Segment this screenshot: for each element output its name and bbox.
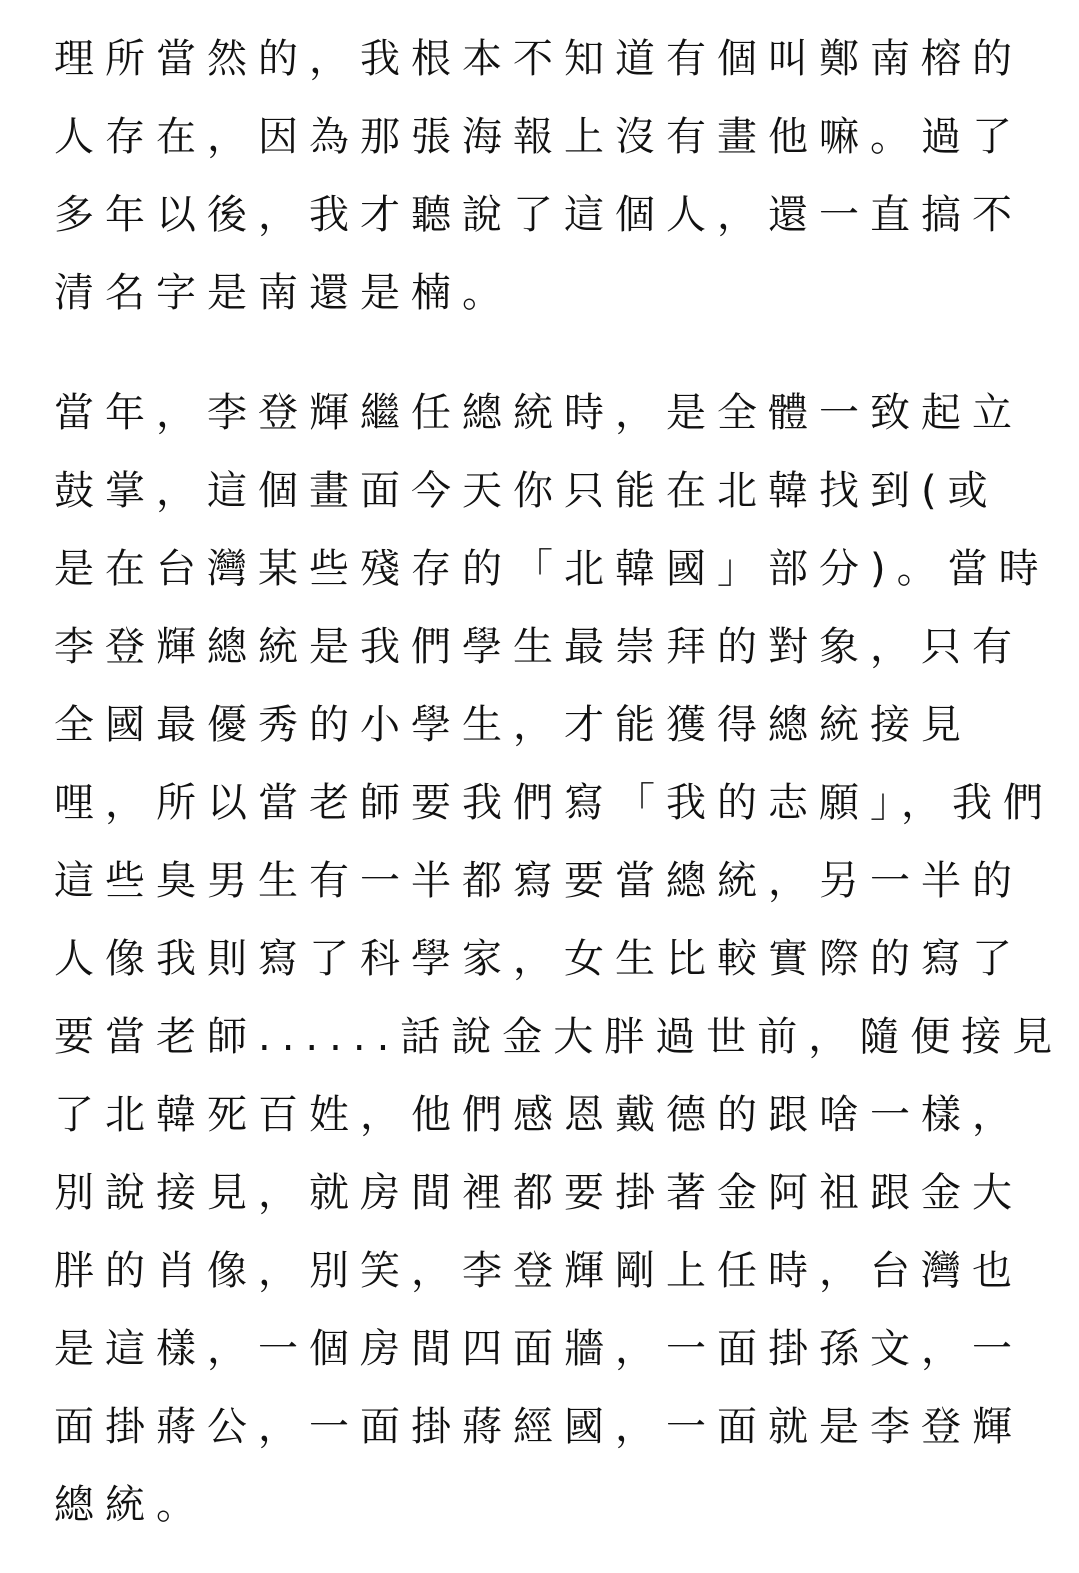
paragraph-2 bbox=[54, 374, 1064, 1544]
text-line: 別說接見，就房間裡都要掛著金阿祖跟金大 bbox=[54, 1170, 1023, 1216]
text-line: 了北韓死百姓，他們感恩戴德的跟啥一樣， bbox=[54, 1092, 1023, 1138]
text-line: 胖的肖像，別笑，李登輝剛上任時，台灣也 bbox=[54, 1248, 1023, 1294]
text-line: 全國最優秀的小學生，才能獲得總統接見 bbox=[54, 702, 972, 748]
article-body bbox=[54, 20, 1064, 1544]
text-line: 哩，所以當老師要我們寫「我的志願」，我們 bbox=[54, 780, 1054, 826]
text-line: 人像我則寫了科學家，女生比較實際的寫了 bbox=[54, 936, 1023, 982]
paragraph-1 bbox=[54, 20, 1054, 332]
text-line: 要當老師......話說金大胖過世前，隨便接見 bbox=[54, 1014, 1064, 1060]
text-line: 面掛蔣公，一面掛蔣經國，一面就是李登輝 bbox=[54, 1404, 1023, 1450]
text-line: 多年以後，我才聽說了這個人，還一直搞不 bbox=[54, 192, 1023, 238]
text-line: 是這樣，一個房間四面牆，一面掛孫文，一 bbox=[54, 1326, 1023, 1372]
text-line: 李登輝總統是我們學生最崇拜的對象，只有 bbox=[54, 624, 1023, 670]
text-line: 當年，李登輝繼任總統時，是全體一致起立 bbox=[54, 390, 1023, 436]
text-line: 鼓掌，這個畫面今天你只能在北韓找到(或 bbox=[54, 468, 999, 514]
text-line: 總統。 bbox=[54, 1482, 207, 1528]
text-line: 是在台灣某些殘存的「北韓國」部分)。當時 bbox=[54, 546, 1050, 592]
text-line: 人存在，因為那張海報上沒有畫他嘛。過了 bbox=[54, 114, 1023, 160]
text-line: 清名字是南還是楠。 bbox=[54, 270, 513, 316]
text-line: 這些臭男生有一半都寫要當總統，另一半的 bbox=[54, 858, 1023, 904]
text-line: 理所當然的，我根本不知道有個叫鄭南榕的 bbox=[54, 36, 1023, 82]
